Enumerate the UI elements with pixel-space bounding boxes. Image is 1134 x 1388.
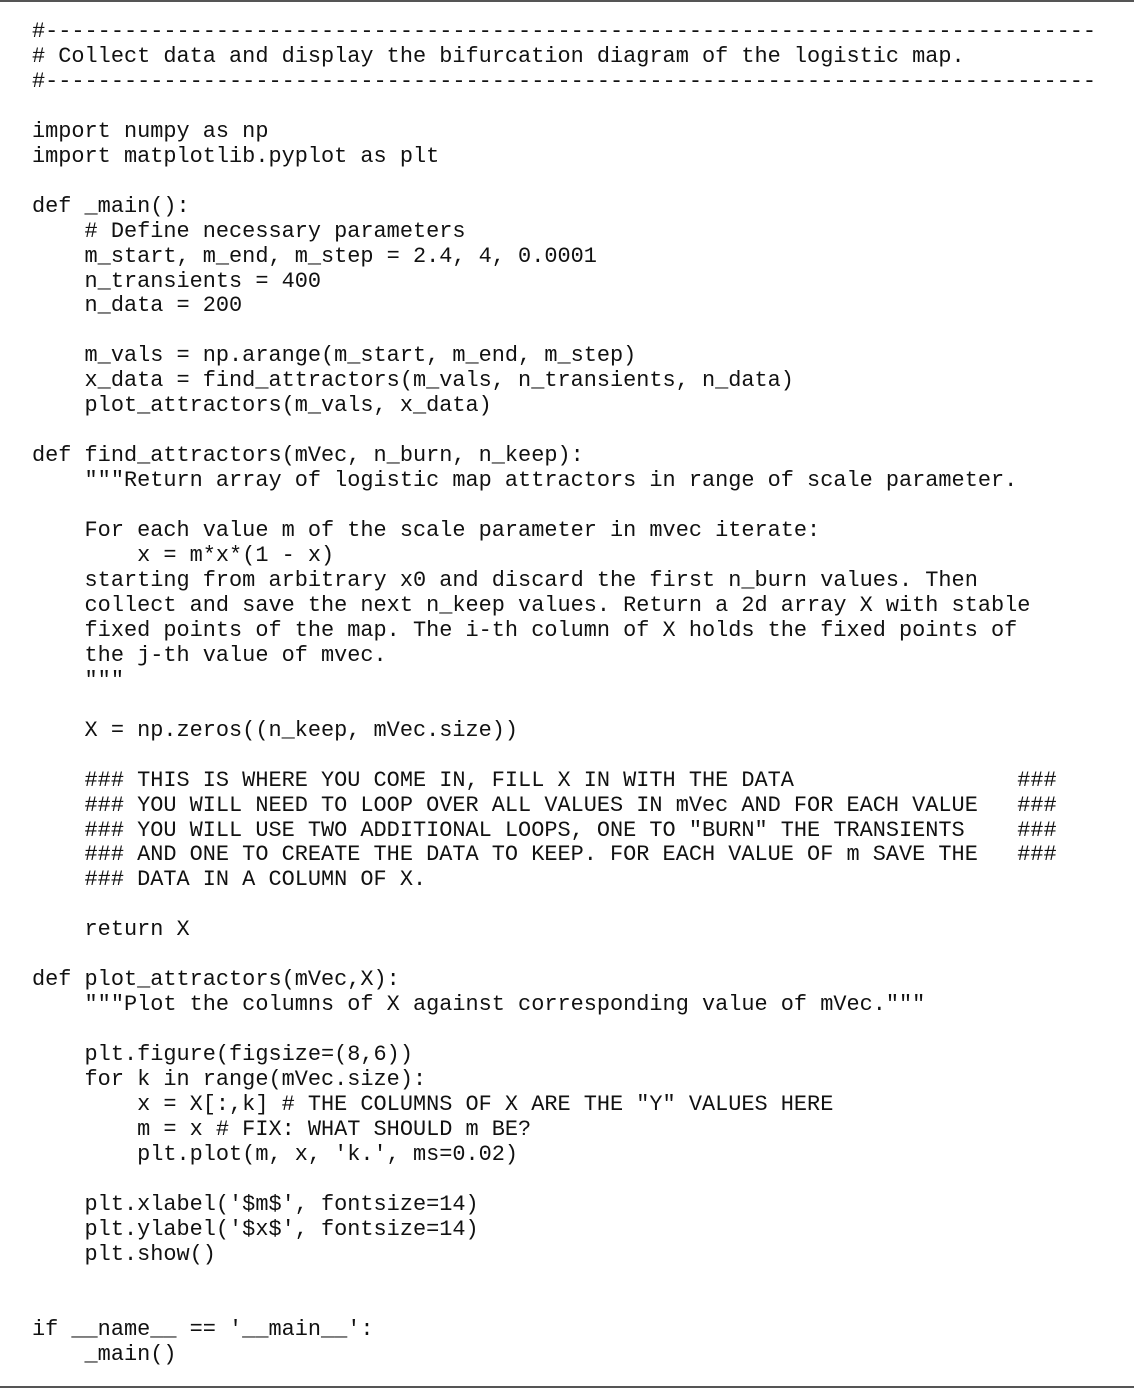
code-line <box>32 1293 1122 1318</box>
code-line: plt.show() <box>32 1241 216 1267</box>
code-line: plt.xlabel('$m$', fontsize=14) <box>32 1191 479 1217</box>
code-line <box>32 943 1122 968</box>
code-line: def find_attractors(mVec, n_burn, n_keep): <box>32 443 584 469</box>
code-line: plt.figure(figsize=(8,6)) <box>32 1042 413 1068</box>
code-line: starting from arbitrary x0 and discard the first n_burn values. Then <box>32 567 978 593</box>
code-line: #-------------------------------------------------------------------------------- <box>32 19 1097 44</box>
code-line: """Return array of logistic map attractors in range of scale parameter. <box>32 468 1018 494</box>
code-line: X = np.zeros((n_keep, mVec.size)) <box>32 717 519 743</box>
code-line: for k in range(mVec.size): <box>32 1067 427 1093</box>
code-line <box>32 419 1122 444</box>
code-line <box>32 1268 1122 1293</box>
code-line: ### DATA IN A COLUMN OF X. <box>32 867 427 893</box>
code-line: ### THIS IS WHERE YOU COME IN, FILL X IN WITH THE DATA ### <box>32 767 1057 793</box>
code-line: # Collect data and display the bifurcation diagram of the logistic map. <box>32 43 965 69</box>
code-line <box>32 1168 1122 1193</box>
code-line: """Plot the columns of X against corresponding value of mVec.""" <box>32 992 926 1018</box>
code-line: #-------------------------------------------------------------------------------- <box>32 68 1097 94</box>
code-line: return X <box>32 917 190 943</box>
code-line: ### AND ONE TO CREATE THE DATA TO KEEP. FOR EACH VALUE OF m SAVE THE ### <box>32 842 1057 868</box>
code-line: n_transients = 400 <box>32 268 322 294</box>
code-line: the j-th value of mvec. <box>32 642 387 668</box>
code-line: if __name__ == '__main__': <box>32 1316 374 1342</box>
code-line: x_data = find_attractors(m_vals, n_transients, n_data) <box>32 368 794 394</box>
code-line: import numpy as np <box>32 118 269 144</box>
code-line: n_data = 200 <box>32 293 243 319</box>
code-line: ### YOU WILL NEED TO LOOP OVER ALL VALUES IN mVec AND FOR EACH VALUE ### <box>32 792 1057 818</box>
code-line: collect and save the next n_keep values. Return a 2d array X with stable <box>32 592 1031 618</box>
code-line: def _main(): <box>32 193 190 219</box>
code-line: plt.plot(m, x, 'k.', ms=0.02) <box>32 1141 519 1167</box>
code-line: For each value m of the scale parameter in mvec iterate: <box>32 518 821 544</box>
code-line: m = x # FIX: WHAT SHOULD m BE? <box>32 1116 532 1142</box>
code-line <box>32 744 1122 769</box>
code-line: _main() <box>32 1341 177 1367</box>
code-line: ### YOU WILL USE TWO ADDITIONAL LOOPS, ONE TO "BURN" THE TRANSIENTS ### <box>32 817 1057 843</box>
code-line <box>32 319 1122 344</box>
code-line: plt.ylabel('$x$', fontsize=14) <box>32 1216 479 1242</box>
code-line <box>32 170 1122 195</box>
code-line: x = X[:,k] # THE COLUMNS OF X ARE THE "Y" VALUES HERE <box>32 1091 834 1117</box>
code-line: # Define necessary parameters <box>32 218 466 244</box>
code-block <box>32 20 1122 1367</box>
code-line: """ <box>32 667 124 693</box>
code-line <box>32 95 1122 120</box>
code-line <box>32 893 1122 918</box>
code-line <box>32 694 1122 719</box>
code-line: plot_attractors(m_vals, x_data) <box>32 393 492 419</box>
code-line: import matplotlib.pyplot as plt <box>32 143 440 169</box>
code-line: m_vals = np.arange(m_start, m_end, m_step) <box>32 343 637 369</box>
code-line: fixed points of the map. The i-th column of X holds the fixed points of <box>32 617 1018 643</box>
code-line <box>32 1018 1122 1043</box>
code-line: x = m*x*(1 - x) <box>32 543 335 569</box>
code-line: m_start, m_end, m_step = 2.4, 4, 0.0001 <box>32 243 597 269</box>
code-line <box>32 494 1122 519</box>
code-line: def plot_attractors(mVec,X): <box>32 967 400 993</box>
